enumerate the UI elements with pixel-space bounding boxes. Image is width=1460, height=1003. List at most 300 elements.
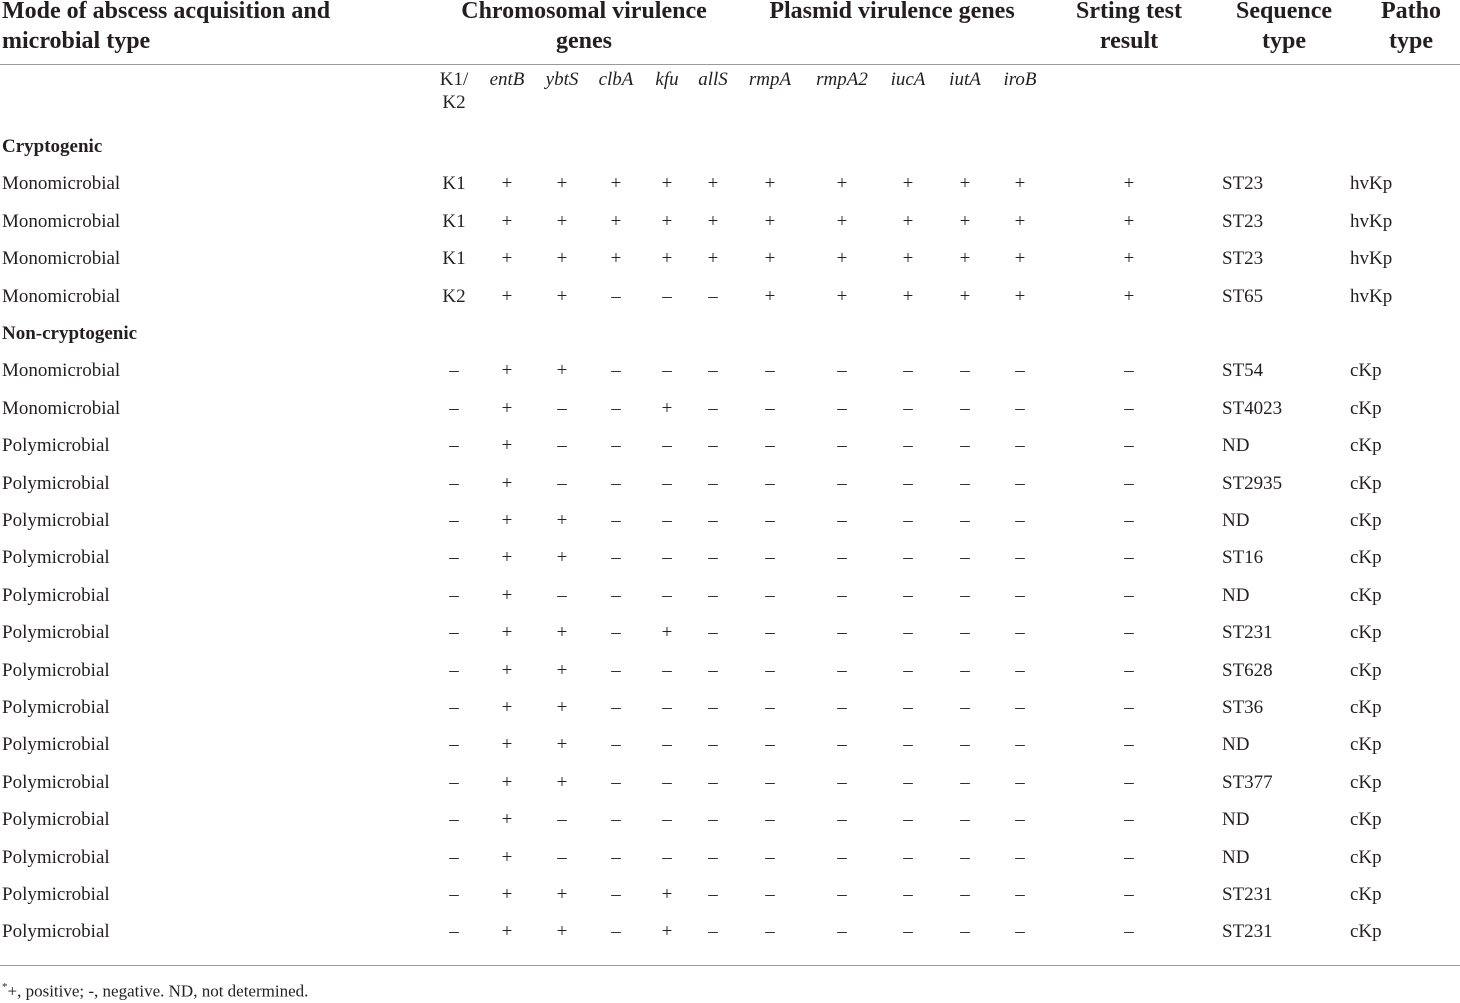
cell-k1k2: – <box>449 921 459 943</box>
cell-gene-result: – <box>765 659 775 681</box>
cell-gene-result: – <box>611 921 621 943</box>
cell-gene-result: – <box>611 697 621 718</box>
cell-gene-result: – <box>1015 846 1025 868</box>
cell-microbial-type: Monomicrobial <box>2 360 121 382</box>
cell-gene-result: – <box>611 547 621 569</box>
cell-gene-result: + <box>836 210 848 232</box>
cell-gene-result: – <box>1015 771 1025 793</box>
cell-gene-result: + <box>501 659 513 681</box>
cell-gene-result: – <box>708 771 718 793</box>
footer-rule <box>0 965 1460 966</box>
cell-gene-result: – <box>903 360 913 382</box>
cell-gene-result: + <box>902 173 914 195</box>
cell-string-test: – <box>1124 697 1134 718</box>
cell-gene-result: + <box>501 809 513 831</box>
cell-gene-result: – <box>708 547 718 569</box>
cell-gene-result: – <box>1015 659 1025 681</box>
cell-gene-result: – <box>903 771 913 793</box>
table-row <box>0 913 1460 950</box>
cell-gene-result: + <box>1014 285 1026 307</box>
cell-k1k2: – <box>449 584 459 606</box>
cell-gene-result: – <box>611 659 621 681</box>
cell-sequence-type: ST54 <box>1222 360 1264 382</box>
cell-gene-result: – <box>837 921 847 943</box>
cell-microbial-type: Polymicrobial <box>2 435 110 457</box>
header-chromosomal-line-2: genes <box>556 28 612 54</box>
header-plasmid-text: Plasmid virulence genes <box>769 0 1015 24</box>
cell-string-test: + <box>1123 285 1135 307</box>
cell-gene-result: – <box>708 846 718 868</box>
cell-gene-result: + <box>501 285 513 307</box>
cell-gene-result: – <box>611 510 621 531</box>
cell-gene-result: – <box>765 435 775 457</box>
cell-gene-result: – <box>557 584 567 606</box>
cell-gene-result: + <box>836 285 848 307</box>
cell-microbial-type: Polymicrobial <box>2 510 110 531</box>
cell-microbial-type: Monomicrobial <box>2 285 121 307</box>
cell-microbial-type: Polymicrobial <box>2 809 110 831</box>
cell-gene-result: + <box>556 622 568 644</box>
cell-gene-result: – <box>765 771 775 793</box>
cell-microbial-type: Polymicrobial <box>2 697 110 718</box>
cell-gene-result: + <box>959 248 971 270</box>
cell-gene-result: – <box>960 771 970 793</box>
cell-gene-result: + <box>959 173 971 195</box>
cell-string-test: – <box>1124 659 1134 681</box>
cell-gene-result: + <box>556 210 568 232</box>
cell-sequence-type: ST231 <box>1222 622 1273 644</box>
cell-microbial-type: Polymicrobial <box>2 771 110 793</box>
header-mode-line-2: microbial type <box>2 28 151 54</box>
cell-string-test: – <box>1124 809 1134 831</box>
cell-microbial-type: Polymicrobial <box>2 622 110 644</box>
cell-gene-result: + <box>556 173 568 195</box>
cell-gene-result: + <box>501 472 513 494</box>
cell-k1k2: K1 <box>442 210 466 232</box>
cell-gene-result: – <box>662 510 672 531</box>
cell-gene-result: + <box>501 846 513 868</box>
cell-gene-result: – <box>837 547 847 569</box>
cell-string-test: – <box>1124 921 1134 943</box>
cell-gene-result: + <box>556 921 568 943</box>
cell-string-test: – <box>1124 584 1134 606</box>
header-plasmid <box>769 0 1014 26</box>
cell-gene-result: – <box>837 659 847 681</box>
cell-gene-result: – <box>765 884 775 905</box>
cell-gene-result: + <box>501 771 513 793</box>
cell-gene-result: – <box>765 547 775 569</box>
cell-gene-result: + <box>501 734 513 756</box>
header-patho-type <box>1381 0 1441 56</box>
cell-gene-result: – <box>662 697 672 718</box>
cell-sequence-type: ST231 <box>1222 884 1273 905</box>
cell-gene-result: – <box>960 884 970 905</box>
table-row <box>0 240 1460 277</box>
cell-string-test: – <box>1124 846 1134 868</box>
subheader-gene: allS <box>698 69 728 90</box>
cell-gene-result: – <box>611 397 621 419</box>
cell-gene-result: – <box>837 809 847 831</box>
header-sequence-type-line-2: type <box>1262 28 1306 54</box>
cell-gene-result: + <box>556 697 568 718</box>
subheader-gene: rmpA2 <box>816 69 868 90</box>
subheader-gene: ybtS <box>545 69 579 90</box>
subheader-gene: clbA <box>598 69 634 90</box>
cell-gene-result: + <box>556 285 568 307</box>
cell-gene-result: – <box>708 510 718 531</box>
cell-gene-result: – <box>611 809 621 831</box>
cell-gene-result: + <box>661 397 673 419</box>
cell-gene-result: + <box>610 173 622 195</box>
cell-gene-result: – <box>708 884 718 905</box>
cell-gene-result: + <box>501 921 513 943</box>
table-row <box>0 352 1460 389</box>
header-rule <box>0 64 1460 65</box>
cell-patho-type: cKp <box>1350 360 1382 382</box>
cell-sequence-type: ST231 <box>1222 921 1273 943</box>
footnote-text: +, positive; -, negative. ND, not determined. <box>7 981 309 1001</box>
cell-patho-type: hvKp <box>1350 248 1393 270</box>
cell-gene-result: + <box>902 248 914 270</box>
table-row <box>0 652 1460 689</box>
header-chromosomal-line-1: Chromosomal virulence <box>461 0 707 24</box>
table-row <box>0 390 1460 427</box>
cell-gene-result: + <box>501 584 513 606</box>
cell-gene-result: – <box>765 921 775 943</box>
cell-gene-result: – <box>662 285 672 307</box>
cell-gene-result: + <box>556 547 568 569</box>
cell-microbial-type: Polymicrobial <box>2 846 110 868</box>
cell-gene-result: + <box>836 173 848 195</box>
cell-gene-result: – <box>903 809 913 831</box>
cell-gene-result: – <box>708 809 718 831</box>
cell-gene-result: – <box>1015 809 1025 831</box>
cell-gene-result: – <box>837 884 847 905</box>
cell-patho-type: cKp <box>1350 846 1382 868</box>
cell-gene-result: – <box>708 734 718 756</box>
cell-gene-result: + <box>661 622 673 644</box>
cell-gene-result: – <box>1015 584 1025 606</box>
cell-gene-result: – <box>708 697 718 718</box>
cell-k1k2: – <box>449 547 459 569</box>
cell-microbial-type: Polymicrobial <box>2 547 110 569</box>
cell-gene-result: – <box>903 510 913 531</box>
cell-patho-type: cKp <box>1350 584 1382 606</box>
header-chromosomal <box>461 0 707 56</box>
cell-gene-result: – <box>708 622 718 644</box>
section-title: Non-cryptogenic <box>2 323 138 344</box>
cell-gene-result: – <box>708 360 718 382</box>
cell-patho-type: cKp <box>1350 809 1382 831</box>
cell-patho-type: cKp <box>1350 659 1382 681</box>
cell-gene-result: + <box>501 360 513 382</box>
cell-gene-result: – <box>662 809 672 831</box>
cell-gene-result: – <box>960 584 970 606</box>
cell-patho-type: cKp <box>1350 884 1382 905</box>
cell-gene-result: – <box>662 547 672 569</box>
cell-k1k2: – <box>449 771 459 793</box>
cell-gene-result: – <box>837 846 847 868</box>
cell-gene-result: + <box>610 210 622 232</box>
cell-gene-result: – <box>960 659 970 681</box>
cell-gene-result: – <box>903 547 913 569</box>
cell-microbial-type: Polymicrobial <box>2 884 110 905</box>
cell-gene-result: – <box>837 472 847 494</box>
cell-gene-result: – <box>662 846 672 868</box>
cell-gene-result: – <box>837 622 847 644</box>
header-mode-line-1: Mode of abscess acquisition and <box>2 0 331 24</box>
cell-gene-result: – <box>708 659 718 681</box>
cell-patho-type: cKp <box>1350 435 1382 457</box>
header-string-test-line-2: result <box>1099 28 1159 54</box>
table-row <box>0 614 1460 651</box>
cell-k1k2: K1 <box>442 173 466 195</box>
cell-gene-result: – <box>837 771 847 793</box>
cell-gene-result: – <box>837 734 847 756</box>
cell-sequence-type: ST16 <box>1222 547 1264 569</box>
cell-gene-result: + <box>764 285 776 307</box>
cell-patho-type: cKp <box>1350 771 1382 793</box>
cell-gene-result: + <box>501 397 513 419</box>
cell-gene-result: – <box>903 659 913 681</box>
cell-gene-result: – <box>1015 360 1025 382</box>
cell-gene-result: + <box>902 285 914 307</box>
cell-gene-result: – <box>662 435 672 457</box>
cell-gene-result: – <box>662 659 672 681</box>
cell-gene-result: – <box>662 734 672 756</box>
cell-gene-result: – <box>903 622 913 644</box>
cell-gene-result: – <box>837 584 847 606</box>
cell-gene-result: – <box>708 472 718 494</box>
cell-gene-result: – <box>662 360 672 382</box>
cell-gene-result: – <box>960 622 970 644</box>
header-patho-type-line-1: Patho <box>1381 0 1441 24</box>
cell-gene-result: – <box>611 285 621 307</box>
cell-gene-result: – <box>903 435 913 457</box>
cell-gene-result: + <box>501 435 513 457</box>
cell-patho-type: cKp <box>1350 472 1382 494</box>
cell-sequence-type: ST4023 <box>1222 397 1283 419</box>
cell-sequence-type: ST23 <box>1222 210 1264 232</box>
cell-gene-result: + <box>707 173 719 195</box>
table-row <box>0 726 1460 763</box>
table-row <box>0 427 1460 464</box>
cell-sequence-type: ST2935 <box>1222 472 1283 494</box>
cell-k1k2: K2 <box>442 285 466 307</box>
cell-gene-result: – <box>960 397 970 419</box>
cell-k1k2: – <box>449 846 459 868</box>
cell-string-test: + <box>1123 173 1135 195</box>
cell-gene-result: + <box>501 510 513 531</box>
cell-gene-result: – <box>837 360 847 382</box>
cell-sequence-type: ND <box>1222 510 1250 531</box>
cell-microbial-type: Monomicrobial <box>2 248 121 270</box>
table-row <box>0 465 1460 502</box>
cell-k1k2: – <box>449 510 459 531</box>
cell-gene-result: – <box>903 846 913 868</box>
cell-string-test: – <box>1124 771 1134 793</box>
cell-microbial-type: Polymicrobial <box>2 659 110 681</box>
table-row <box>0 539 1460 576</box>
cell-gene-result: + <box>501 248 513 270</box>
cell-k1k2: – <box>449 622 459 644</box>
cell-gene-result: – <box>765 472 775 494</box>
cell-gene-result: – <box>765 510 775 531</box>
cell-gene-result: – <box>557 472 567 494</box>
cell-gene-result: – <box>708 921 718 943</box>
cell-gene-result: – <box>960 734 970 756</box>
cell-gene-result: – <box>1015 510 1025 531</box>
cell-microbial-type: Monomicrobial <box>2 210 121 232</box>
cell-gene-result: – <box>903 921 913 943</box>
subheader-gene: iroB <box>1003 69 1037 90</box>
cell-gene-result: – <box>708 584 718 606</box>
cell-gene-result: + <box>501 622 513 644</box>
cell-string-test: + <box>1123 248 1135 270</box>
cell-gene-result: – <box>765 734 775 756</box>
cell-string-test: – <box>1124 510 1134 531</box>
cell-k1k2: – <box>449 472 459 494</box>
cell-gene-result: – <box>837 510 847 531</box>
cell-microbial-type: Polymicrobial <box>2 584 110 606</box>
cell-microbial-type: Polymicrobial <box>2 921 110 943</box>
cell-gene-result: + <box>661 884 673 905</box>
table-row <box>0 876 1460 913</box>
cell-sequence-type: ND <box>1222 734 1250 756</box>
cell-gene-result: + <box>556 659 568 681</box>
cell-gene-result: – <box>1015 734 1025 756</box>
cell-gene-result: – <box>960 921 970 943</box>
cell-sequence-type: ST377 <box>1222 771 1273 793</box>
cell-gene-result: – <box>960 360 970 382</box>
cell-gene-result: + <box>764 210 776 232</box>
cell-sequence-type: ST36 <box>1222 697 1264 718</box>
cell-gene-result: + <box>556 884 568 905</box>
cell-k1k2: – <box>449 659 459 681</box>
cell-gene-result: – <box>1015 921 1025 943</box>
cell-string-test: – <box>1124 397 1134 419</box>
cell-gene-result: + <box>764 248 776 270</box>
cell-patho-type: cKp <box>1350 622 1382 644</box>
cell-gene-result: – <box>960 809 970 831</box>
cell-patho-type: cKp <box>1350 510 1382 531</box>
cell-gene-result: + <box>661 921 673 943</box>
cell-gene-result: – <box>708 285 718 307</box>
cell-gene-result: + <box>1014 248 1026 270</box>
cell-sequence-type: ST23 <box>1222 173 1264 195</box>
cell-gene-result: + <box>1014 173 1026 195</box>
cell-k1k2: – <box>449 397 459 419</box>
cell-gene-result: + <box>707 210 719 232</box>
table-row <box>0 502 1460 539</box>
cell-gene-result: – <box>1015 435 1025 457</box>
cell-sequence-type: ST628 <box>1222 659 1273 681</box>
cell-k1k2: – <box>449 360 459 382</box>
header-sequence-type <box>1236 0 1332 56</box>
cell-gene-result: – <box>557 846 567 868</box>
cell-gene-result: – <box>1015 472 1025 494</box>
subheader-gene: iucA <box>890 69 926 90</box>
cell-string-test: + <box>1123 210 1135 232</box>
cell-gene-result: – <box>611 771 621 793</box>
cell-gene-result: – <box>662 771 672 793</box>
cell-gene-result: + <box>556 360 568 382</box>
cell-gene-result: – <box>1015 884 1025 905</box>
subheader-gene: kfu <box>655 69 679 90</box>
cell-gene-result: + <box>836 248 848 270</box>
cell-string-test: – <box>1124 884 1134 905</box>
cell-gene-result: – <box>557 809 567 831</box>
cell-string-test: – <box>1124 622 1134 644</box>
cell-gene-result: – <box>765 360 775 382</box>
cell-k1k2: – <box>449 884 459 905</box>
cell-gene-result: – <box>765 622 775 644</box>
section-row <box>0 315 1460 352</box>
cell-gene-result: + <box>501 547 513 569</box>
cell-gene-result: – <box>903 584 913 606</box>
section-title: Cryptogenic <box>2 136 103 157</box>
cell-sequence-type: ND <box>1222 809 1250 831</box>
table-row <box>0 577 1460 614</box>
cell-gene-result: – <box>708 397 718 419</box>
cell-k1k2: – <box>449 435 459 457</box>
cell-gene-result: + <box>556 771 568 793</box>
subheader-k1k2-line-1: K1/ <box>439 69 469 90</box>
table-row <box>0 278 1460 315</box>
cell-k1k2: – <box>449 809 459 831</box>
cell-gene-result: – <box>557 435 567 457</box>
subheader-gene: iutA <box>949 69 981 90</box>
cell-patho-type: cKp <box>1350 734 1382 756</box>
cell-gene-result: + <box>501 884 513 905</box>
header-patho-type-line-2: type <box>1389 28 1433 54</box>
cell-gene-result: + <box>661 173 673 195</box>
table-row <box>0 839 1460 876</box>
cell-patho-type: cKp <box>1350 697 1382 718</box>
cell-gene-result: – <box>1015 397 1025 419</box>
cell-k1k2: K1 <box>442 248 466 270</box>
cell-gene-result: + <box>501 697 513 718</box>
cell-gene-result: – <box>903 397 913 419</box>
cell-gene-result: – <box>765 697 775 718</box>
cell-microbial-type: Polymicrobial <box>2 734 110 756</box>
cell-gene-result: – <box>903 697 913 718</box>
cell-gene-result: – <box>611 734 621 756</box>
header-sequence-type-line-1: Sequence <box>1236 0 1332 24</box>
cell-gene-result: – <box>557 397 567 419</box>
cell-gene-result: – <box>611 846 621 868</box>
subheader-k1k2-line-2: K2 <box>442 92 466 113</box>
cell-gene-result: – <box>611 622 621 644</box>
cell-gene-result: + <box>556 248 568 270</box>
subheader-k1k2 <box>440 68 469 114</box>
cell-gene-result: – <box>960 510 970 531</box>
cell-gene-result: – <box>765 397 775 419</box>
subheader-gene: entB <box>489 69 525 90</box>
cell-k1k2: – <box>449 697 459 718</box>
header-mode <box>2 0 330 56</box>
cell-gene-result: – <box>765 809 775 831</box>
cell-string-test: – <box>1124 435 1134 457</box>
cell-gene-result: – <box>765 846 775 868</box>
cell-string-test: – <box>1124 360 1134 382</box>
cell-gene-result: + <box>959 285 971 307</box>
cell-gene-result: + <box>764 173 776 195</box>
cell-sequence-type: ND <box>1222 435 1250 457</box>
cell-patho-type: hvKp <box>1350 210 1393 232</box>
cell-gene-result: – <box>960 697 970 718</box>
cell-sequence-type: ST65 <box>1222 285 1264 307</box>
